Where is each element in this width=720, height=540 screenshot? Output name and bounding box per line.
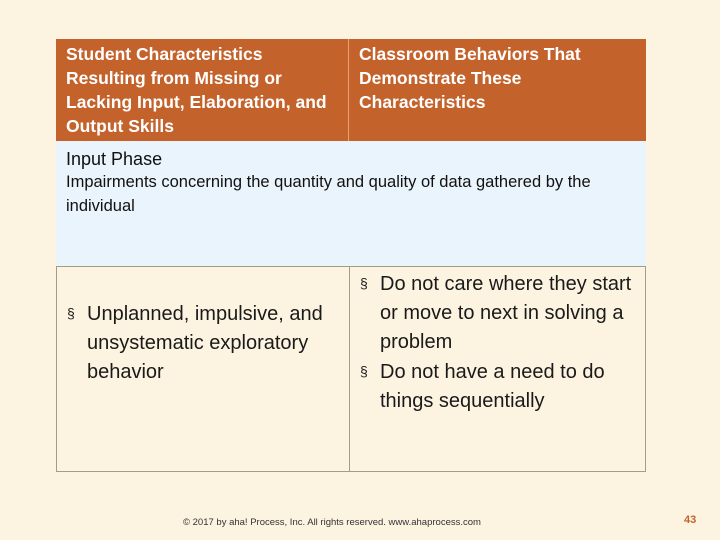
phase-description: Impairments concerning the quantity and quality of data gathered by the individual — [66, 173, 591, 215]
table-header — [56, 39, 646, 141]
input-phase-row — [56, 141, 646, 266]
list-item-text: Unplanned, impulsive, and unsystematic exploratory behavior — [87, 303, 323, 383]
bullet-icon: § — [360, 363, 368, 379]
page-number: 43 — [684, 514, 697, 526]
characteristics-table — [56, 39, 646, 472]
list-item — [67, 299, 342, 387]
column-divider — [349, 267, 350, 471]
classroom-behaviors-cell — [360, 269, 642, 416]
header-classroom-behaviors: Classroom Behaviors That Demonstrate These Characteristics — [359, 44, 581, 112]
list-item-text: Do not care where they start or move to next in solving a problem — [380, 273, 632, 353]
bullet-icon: § — [360, 275, 368, 291]
list-item — [360, 357, 642, 416]
phase-title: Input Phase — [66, 149, 163, 169]
copyright-footer: © 2017 by aha! Process, Inc. All rights reserved. www.ahaprocess.com — [183, 517, 481, 528]
header-student-characteristics: Student Characteristics Resulting from Missing or Lacking Input, Elaboration, and Output Skills — [56, 39, 349, 141]
table-body-row — [56, 266, 646, 472]
student-characteristics-cell — [67, 299, 342, 387]
bullet-icon: § — [67, 305, 75, 321]
list-item-text: Do not have a need to do things sequentially — [380, 361, 605, 412]
list-item — [360, 269, 642, 357]
